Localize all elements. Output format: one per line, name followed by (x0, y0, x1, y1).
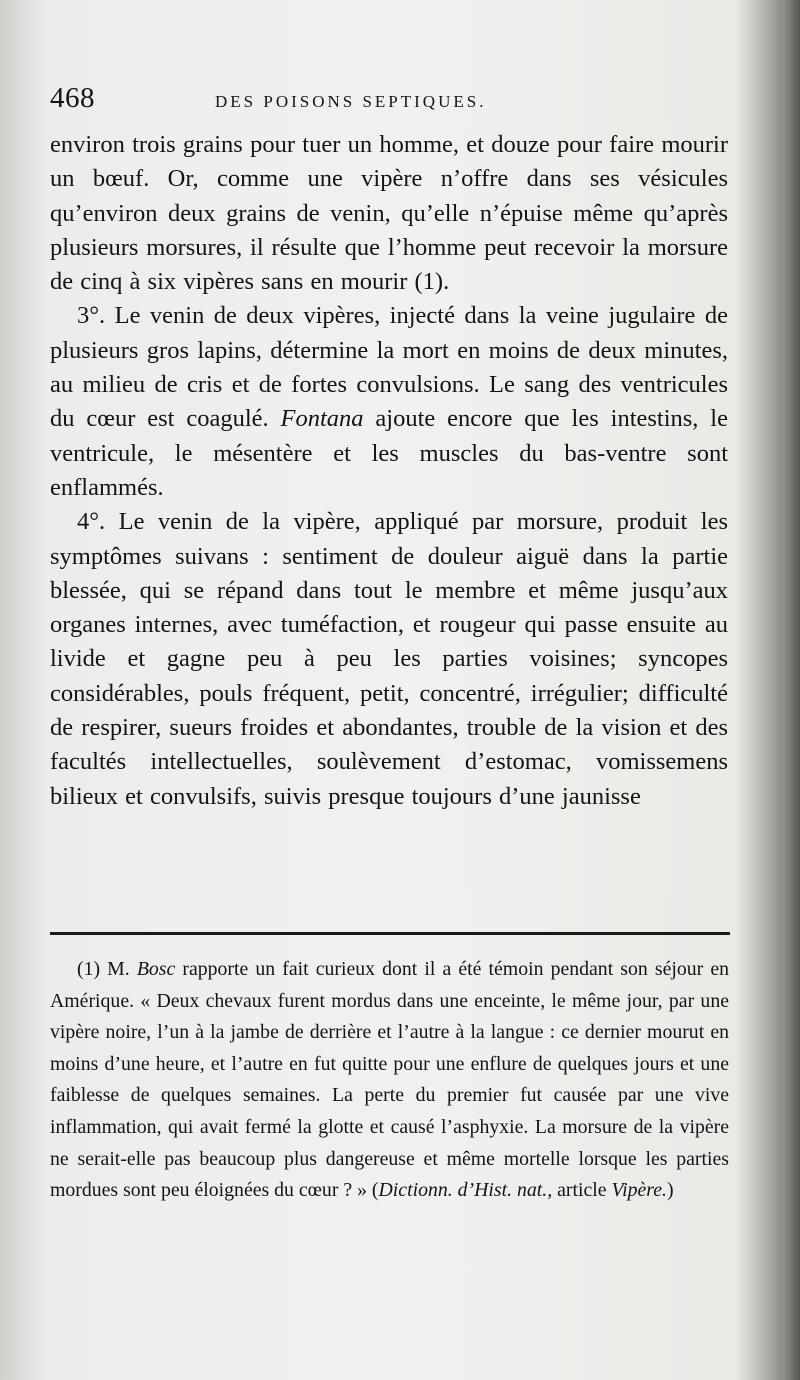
footnote-source: Dictionn. d’Hist. nat., (378, 1179, 553, 1202)
paragraph-2-name: Fontana (280, 405, 364, 433)
paragraph-1: environ trois grains pour tuer un homme, et douze pour faire mourir un bœuf. Or, comme une vipère n’offre dans ses vésicules qu’environ deux grains de venin, qu’elle n’épuise même qu’après plusieurs morsures, il résulte que l’homme peut recevoir la morsure de cinq à six vipères sans en mourir (1). (50, 131, 728, 296)
footnote-divider (50, 932, 730, 935)
page-number: 468 (50, 82, 95, 114)
footnote-author: Bosc (136, 958, 176, 980)
paragraph-2-text-end: ajoute encore que les intestins, le ventricule, le mésentère et les muscles du bas-ventre sont enflammés. (50, 405, 728, 501)
main-text (50, 128, 728, 814)
paragraph-2 (50, 299, 728, 505)
page-header (50, 82, 740, 122)
footnote (50, 954, 729, 1207)
paragraph-3: 4°. Le venin de la vipère, appliqué par morsure, produit les symptômes suivans : sentiment de douleur aiguë dans la partie blessée, qui se répand dans tout le membre et même jusqu’aux organes internes, avec tuméfaction, et rougeur qui passe ensuite au livide et gagne peu à peu les parties voisines; syncopes considérables, pouls fréquent, petit, concentré, irrégulier; difficulté de respirer, sueurs froides et abondantes, trouble de la vision et des facultés intellectuelles, soulèvement d’estomac, vomissemens bilieux et convulsifs, suivis presque toujours d’une jaunisse (50, 508, 728, 810)
paragraph-2-text: 3°. Le venin de deux vipères, injecté dans la veine jugulaire de plusieurs gros lapins, détermine la mort en moins de deux minutes, au milieu de cris et de fortes convulsions. Le sang des ventricules du cœur est coagulé. (50, 302, 728, 433)
footnote-close: ) (666, 1179, 674, 1202)
footnote-text-2: article (552, 1179, 612, 1202)
footnote-lead: (1) M. (77, 958, 137, 980)
running-title: DES POISONS SEPTIQUES. (215, 92, 487, 111)
page-edge-shadow (775, 0, 800, 1380)
footnote-text-1: rapporte un fait curieux dont il a été témoin pendant son séjour en Amérique. « Deux chevaux furent mordus dans une enceinte, le même jour, par une vipère noire, l’un à la jambe de derrière et l’autre à la langue : ce dernier mourut en moins d’une heure, et l’autre en fut quitte pour une enflure de quelques jours et une faiblesse de quelques semaines. La perte du premier fut causée par une vive inflammation, qui avait fermé la glotte et causé l’asphyxie. La morsure de la vipère ne serait-elle pas beaucoup plus dangereuse et même mortelle lorsque les parties mordues sont peu éloignées du cœur ? » ( (50, 958, 729, 1202)
footnote-article: Vipère. (611, 1179, 667, 1202)
